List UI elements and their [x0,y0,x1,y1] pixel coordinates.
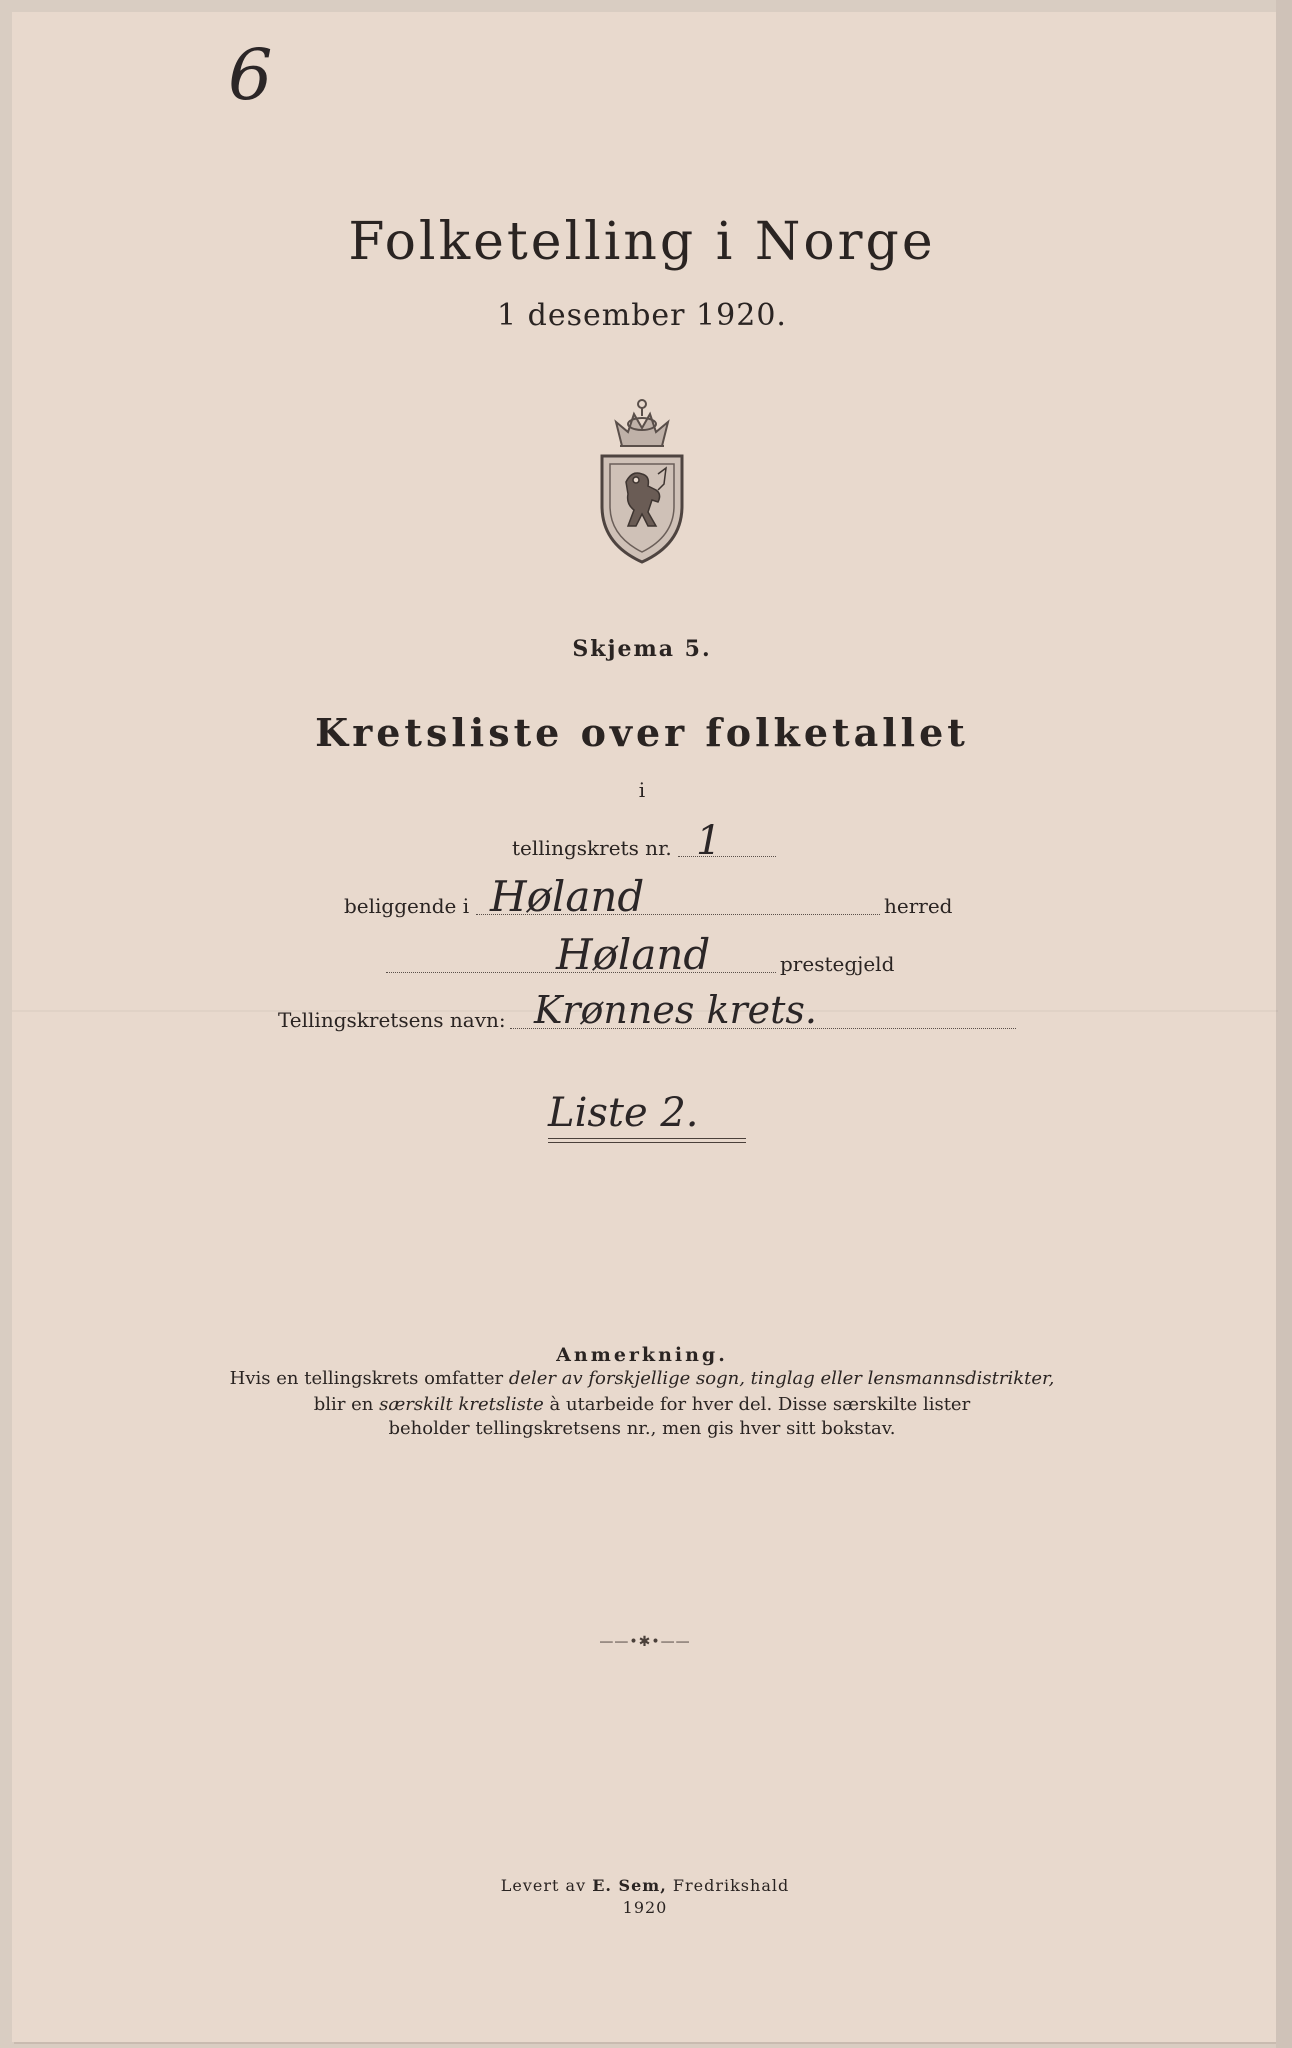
note-line-2-post: à utarbeide for hver del. Disse særskilte lister [543,1394,971,1415]
document-title: Folketelling i Norge [348,212,936,272]
liste-underline [548,1138,746,1139]
printer-credit [0,1876,1290,1895]
navn-value[interactable]: Krønnes krets. [534,988,817,1032]
printer-year: 1920 [622,1898,668,1917]
note-line-2-pre: blir en [313,1394,380,1415]
liste-underline-2 [548,1142,746,1143]
coat-of-arms-emblem [596,394,688,566]
navn-label: Tellingskretsens navn: [278,1008,506,1032]
note-line-1 [0,1368,1284,1389]
tellingskrets-line [678,856,776,857]
connector-i: i [638,778,646,802]
note-line-2 [0,1394,1284,1415]
printer-prefix: Levert av [500,1876,593,1895]
census-date: 1 desember 1920. [497,298,787,333]
corner-mark: 6 [228,34,273,116]
printer-name: E. Sem, [592,1876,667,1895]
schema-label: Skjema 5. [572,636,712,662]
herred-label: herred [884,894,953,918]
tellingskrets-label: tellingskrets nr. [512,836,672,860]
note-line-1-italic: deler av forskjellige sogn, tinglag eller lensmannsdistrikter, [508,1368,1055,1389]
liste-value[interactable]: Liste 2. [548,1090,699,1136]
prestegjeld-value[interactable]: Høland [556,930,711,979]
note-line-3: beholder tellingskretsens nr., men gis hver sitt bokstav. [388,1418,896,1439]
beliggende-label: beliggende i [344,894,470,918]
divider-ornament: ——•✱•—— [599,1634,691,1650]
note-heading: Anmerkning. [556,1344,728,1366]
note-line-1-text: Hvis en tellingskrets omfatter [229,1368,509,1389]
prestegjeld-label: prestegjeld [780,952,895,976]
beliggende-value[interactable]: Høland [490,872,645,921]
tellingskrets-value[interactable]: 1 [696,818,722,864]
form-heading: Kretsliste over folketallet [315,710,969,755]
printer-place: Fredrikshald [666,1876,790,1895]
note-line-2-italic: særskilt kretsliste [379,1394,544,1415]
